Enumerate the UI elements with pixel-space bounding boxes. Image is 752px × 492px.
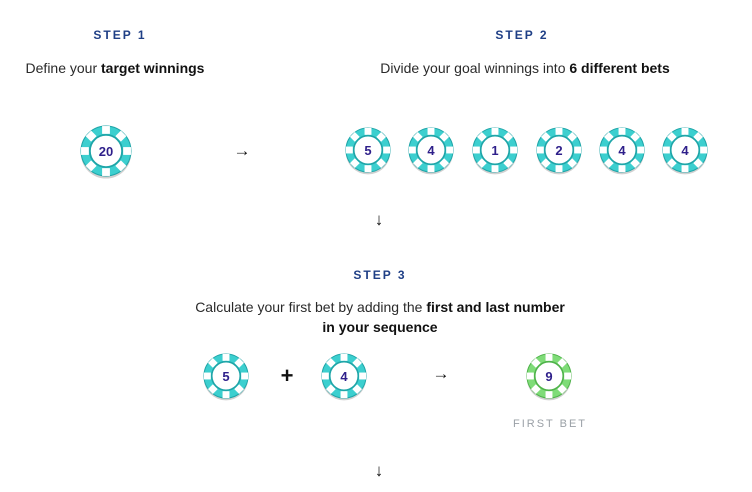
step-1-label: STEP 1 (93, 28, 147, 42)
chip-value: 9 (545, 368, 553, 384)
arrow-right-icon: → (432, 364, 450, 383)
arrow-down-icon: ↓ (374, 461, 384, 480)
chip-value: 4 (340, 368, 348, 384)
chip-value: 4 (681, 142, 689, 158)
arrow-right-icon: → (233, 141, 251, 160)
chip-value: 2 (555, 142, 563, 158)
chip-first-number (203, 353, 249, 399)
chip-bet-1 (345, 127, 391, 173)
step-1-description: Define your target winnings (25, 60, 205, 76)
chip-value: 5 (222, 368, 230, 384)
chip-value: 4 (427, 142, 435, 158)
arrow-down-icon: ↓ (374, 210, 384, 229)
chip-last-number (321, 353, 367, 399)
first-bet-label: FIRST BET (512, 418, 588, 430)
step-2-label: STEP 2 (495, 28, 549, 42)
chip-value: 1 (491, 142, 499, 158)
chip-bet-4 (536, 127, 582, 173)
chip-target-winnings (80, 125, 132, 177)
chip-bet-2 (408, 127, 454, 173)
chip-bet-6 (662, 127, 708, 173)
chip-value: 20 (98, 143, 114, 159)
step-2-description: Divide your goal winnings into 6 different bets (380, 60, 670, 76)
step-3-label: STEP 3 (353, 268, 407, 282)
step-3-description: Calculate your first bet by adding the first and last number in your sequence (195, 299, 565, 335)
chip-bet-5 (599, 127, 645, 173)
chip-value: 5 (364, 142, 372, 158)
chip-bet-3 (472, 127, 518, 173)
plus-sign: + (280, 363, 294, 388)
chip-first-bet (526, 353, 572, 399)
chip-value: 4 (618, 142, 626, 158)
